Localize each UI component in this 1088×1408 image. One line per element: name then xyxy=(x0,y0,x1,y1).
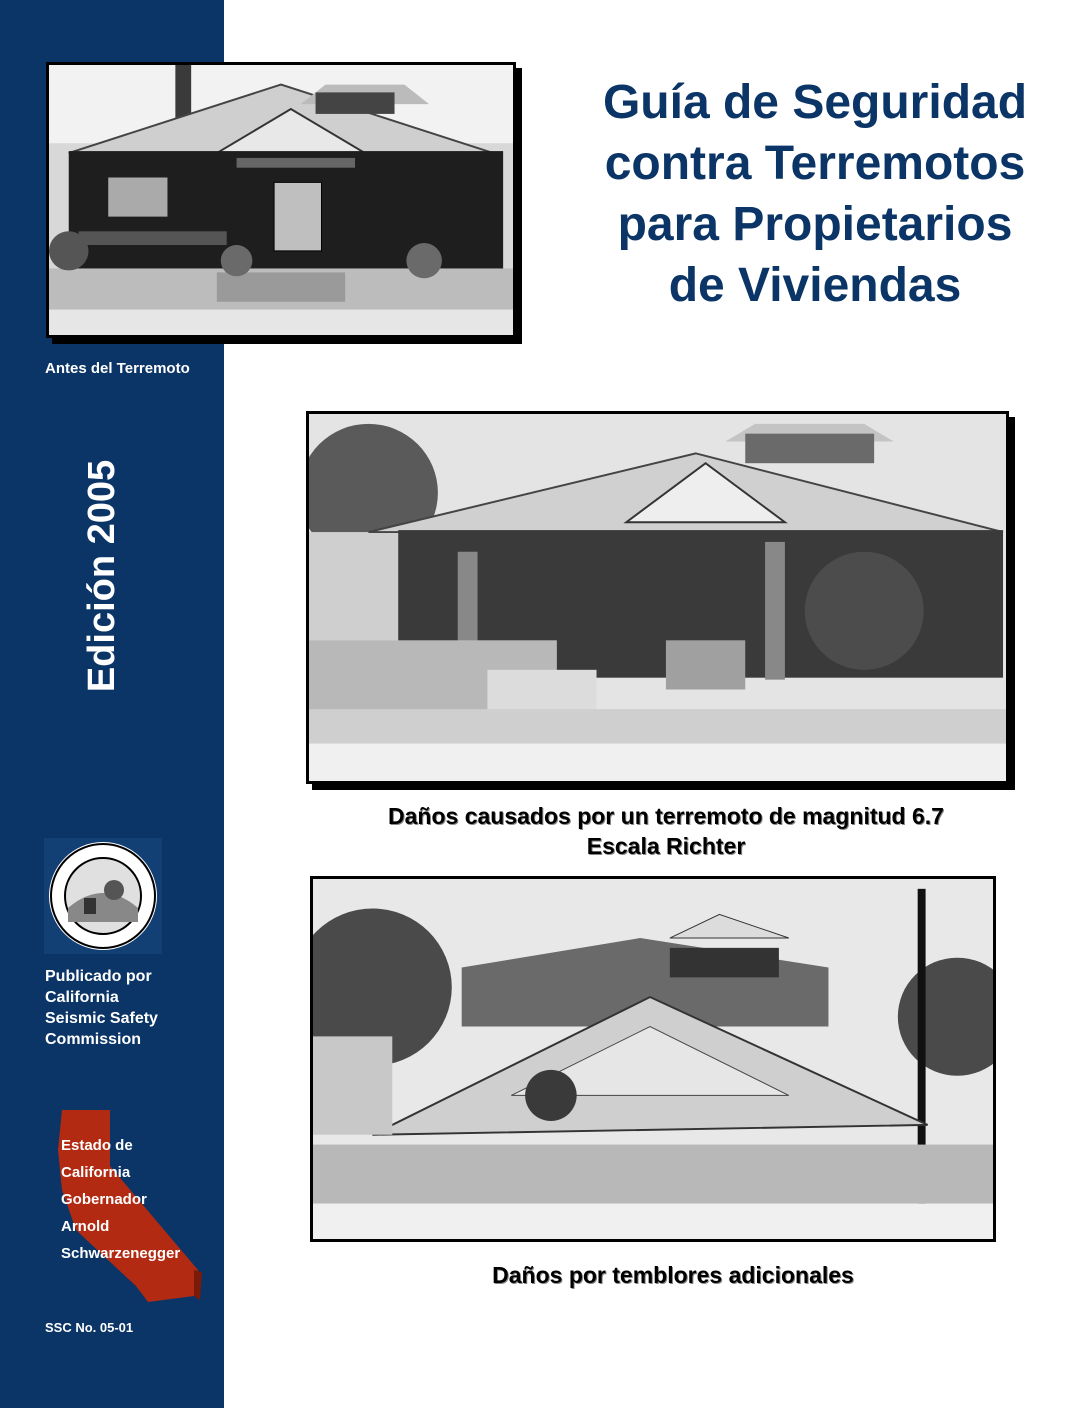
photo-before-earthquake xyxy=(46,62,516,338)
state-line: California xyxy=(61,1164,131,1181)
title-line: Guía de Seguridad xyxy=(602,76,1028,129)
state-line: Arnold xyxy=(61,1218,110,1235)
publisher-info xyxy=(45,966,215,1050)
edition-label: Edición 2005 xyxy=(81,459,123,693)
damage-caption-line: Daños causados por un terremoto de magnitud 6.7 xyxy=(388,803,944,829)
title-line: contra Terremotos xyxy=(604,137,1026,190)
photo-earthquake-damage xyxy=(306,411,1009,784)
aftershock-caption: Daños por temblores adicionales xyxy=(492,1262,854,1288)
photo-aftershock-damage xyxy=(310,876,996,1242)
publisher-line: Commission xyxy=(45,1031,142,1048)
before-earthquake-caption: Antes del Terremoto xyxy=(45,360,190,377)
document-title xyxy=(560,72,1070,316)
california-state-seal-icon xyxy=(44,838,162,954)
title-line: para Propietarios xyxy=(617,198,1013,251)
state-line: Estado de xyxy=(61,1137,133,1154)
state-line: Schwarzenegger xyxy=(61,1245,181,1262)
state-seal xyxy=(44,838,162,954)
document-number: SSC No. 05-01 xyxy=(45,1320,134,1335)
publisher-line: California xyxy=(45,989,119,1006)
title-line: de Viviendas xyxy=(668,259,962,312)
damage-caption-line: Escala Richter xyxy=(586,833,746,859)
state-line: Gobernador xyxy=(61,1191,147,1208)
state-info xyxy=(61,1132,221,1267)
damage-caption xyxy=(306,801,1026,861)
publisher-line: Publicado por xyxy=(45,968,152,985)
publisher-line: Seismic Safety xyxy=(45,1010,158,1027)
